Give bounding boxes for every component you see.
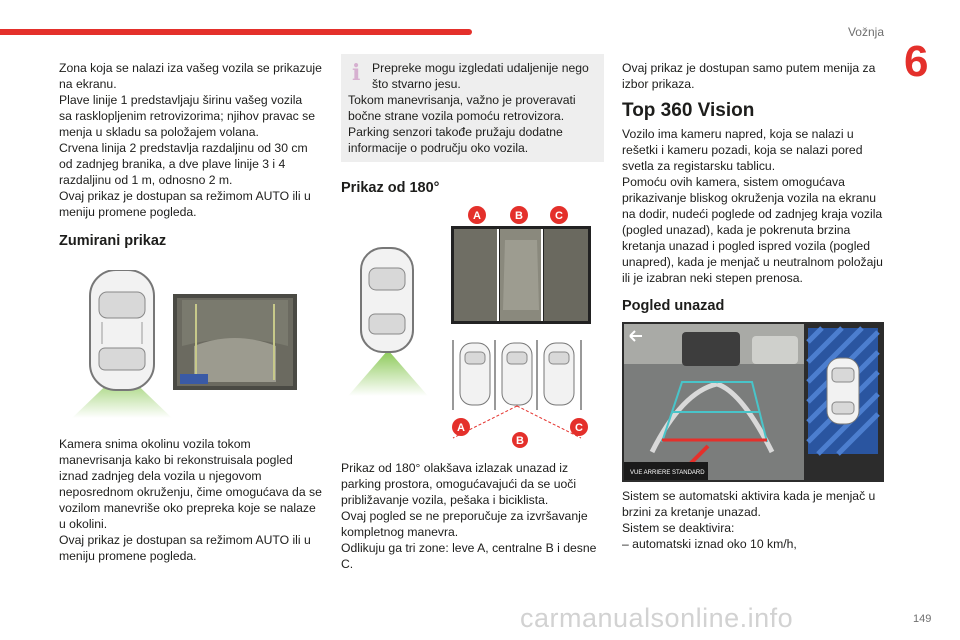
rear-view-paragraph — [622, 488, 884, 552]
text-line: bočne strane vozila pomoću retrovizora. — [348, 109, 565, 123]
info-icon: i — [352, 60, 361, 86]
text-line: Tokom manevrisanja, važno je proveravati — [348, 93, 576, 107]
rear-view-heading: Pogled unazad — [622, 298, 725, 314]
camera-180-image — [451, 226, 591, 324]
svg-text:B: B — [515, 210, 523, 222]
text-line: vozilom manevriše oko prepreka koje se nalaze — [59, 501, 316, 515]
text-line: Plave linije 1 predstavljaju širinu vašeg vozila — [59, 93, 303, 107]
zoom-view-paragraph — [59, 436, 325, 564]
top-accent-bar — [0, 29, 472, 35]
camera-zone — [348, 350, 428, 396]
text-line: Prepreke mogu izgledati udaljenije nego — [372, 61, 589, 75]
text-line: svetla za registarsku tablicu. — [622, 159, 776, 173]
view-180-illustration — [345, 200, 600, 448]
text-line: – automatski iznad oko 10 km/h, — [622, 537, 797, 551]
text-line: kompletnog manevra. — [341, 525, 459, 539]
car-top-view-icon — [90, 270, 154, 390]
text-line: u okolini. — [59, 517, 108, 531]
view-180-heading: Prikaz od 180° — [341, 180, 440, 196]
car-top-view-icon — [361, 248, 413, 352]
top360-paragraph — [622, 126, 890, 286]
chapter-number: 6 — [904, 37, 929, 86]
text-line: kretanja unazad i pogled ispred vozila (pogled — [622, 239, 870, 253]
text-line: iznad zadnjeg dela vozila u njegovom — [59, 469, 262, 483]
parking-cars — [453, 340, 581, 410]
text-line: meniju promene pogleda. — [59, 549, 197, 563]
svg-text:B: B — [516, 435, 524, 447]
text-line: prikazivanje bliskog okruženja vozila na ekranu — [622, 191, 877, 205]
rear-view-screen-illustration — [622, 322, 884, 482]
col3-intro-paragraph — [622, 60, 884, 92]
text-line: meniju promene pogleda. — [59, 205, 197, 219]
text-line: manevrisanja kako bi rekonstruisala pogled — [59, 453, 293, 467]
zoom-view-illustration — [62, 270, 322, 420]
text-line: parking prostora, omogućavajući da se uoči — [341, 477, 577, 491]
car-top-view-icon — [827, 358, 859, 424]
text-line: na dodir, nudeći poglede od zadnjeg kraja vozila — [622, 207, 883, 221]
text-line: rešetki i kameru pozadi, koja se nalazi pored — [622, 143, 863, 157]
text-line: C. — [341, 557, 354, 571]
text-line: razdaljinu od 1 m, odnosno 2 m. — [59, 173, 233, 187]
text-line: izbor prikaza. — [622, 77, 695, 91]
zoom-view-heading: Zumirani prikaz — [59, 233, 167, 249]
text-line: Pomoću ovih kamera, sistem omogućava — [622, 175, 845, 189]
text-line: Sistem se deaktivira: — [622, 521, 735, 535]
zoom-camera-image — [173, 294, 297, 390]
watermark: carmanualsonline.info — [520, 603, 794, 633]
text-line: informacije o području oko vozila. — [348, 141, 529, 155]
zone-labels-bottom — [452, 418, 588, 448]
text-line: Zona koja se nalazi iza vašeg vozila se prikazuje — [59, 61, 322, 75]
info-box-text — [348, 60, 600, 156]
text-line: sa rasklopljenim retrovizorima; njihov pravac se — [59, 109, 316, 123]
text-line: Vozilo ima kameru napred, koja se nalazi u — [622, 127, 854, 141]
text-line: Kamera snima okolinu vozila tokom — [59, 437, 251, 451]
text-line: od zadnjeg branika, a dve plave linije 3 i 4 — [59, 157, 286, 171]
page-number: 149 — [913, 613, 932, 625]
text-line: ili je izabran neki stepen prenosa. — [622, 271, 803, 285]
text-line: Sistem se automatski aktivira kada je menjač u — [622, 489, 876, 503]
text-line: brzini za kretanje unazad. — [622, 505, 761, 519]
text-line: Odlikuju ga tri zone: leve A, centralne B i desne — [341, 541, 597, 555]
col1-intro-paragraph — [59, 60, 325, 220]
svg-text:C: C — [575, 422, 583, 434]
view-180-paragraph — [341, 460, 607, 572]
text-line: Crvena linija 2 predstavlja razdaljinu od 30 cm — [59, 141, 308, 155]
text-line: Prikaz od 180° olakšava izlazak unazad iz — [341, 461, 569, 475]
text-line: (pogled unazad), kada je pokrenuta brzina — [622, 223, 851, 237]
text-line: Parking senzori takođe pružaju dodatne — [348, 125, 563, 139]
text-line: neposrednom okruženju, čime omogućava da se — [59, 485, 322, 499]
top360-heading: Top 360 Vision — [622, 100, 755, 121]
text-line: približavanje vozila, pešaka i biciklista. — [341, 493, 549, 507]
text-line: Ovaj prikaz je dostupan sa režimom AUTO ili u — [59, 189, 311, 203]
top-view-panel — [808, 328, 878, 454]
text-line: što stvarno jesu. — [372, 77, 461, 91]
text-line: unapred), kada je menjač u neutralnom položaju — [622, 255, 883, 269]
text-line: Ovaj prikaz je dostupan sa režimom AUTO ili u — [59, 533, 311, 547]
svg-text:A: A — [473, 210, 481, 222]
rear-camera-image — [624, 324, 804, 480]
text-line: na ekranu. — [59, 77, 117, 91]
view-caption: VUE ARRIERE STANDARD — [630, 470, 705, 476]
text-line: Ovaj pogled se ne preporučuje za izvršavanje — [341, 509, 588, 523]
text-line: menja u skladu sa položajem volana. — [59, 125, 259, 139]
zone-labels-top — [468, 206, 568, 224]
text-line: Ovaj prikaz je dostupan samo putem menija za — [622, 61, 876, 75]
svg-text:A: A — [457, 422, 465, 434]
section-title: Vožnja — [847, 25, 884, 39]
svg-text:C: C — [555, 210, 563, 222]
